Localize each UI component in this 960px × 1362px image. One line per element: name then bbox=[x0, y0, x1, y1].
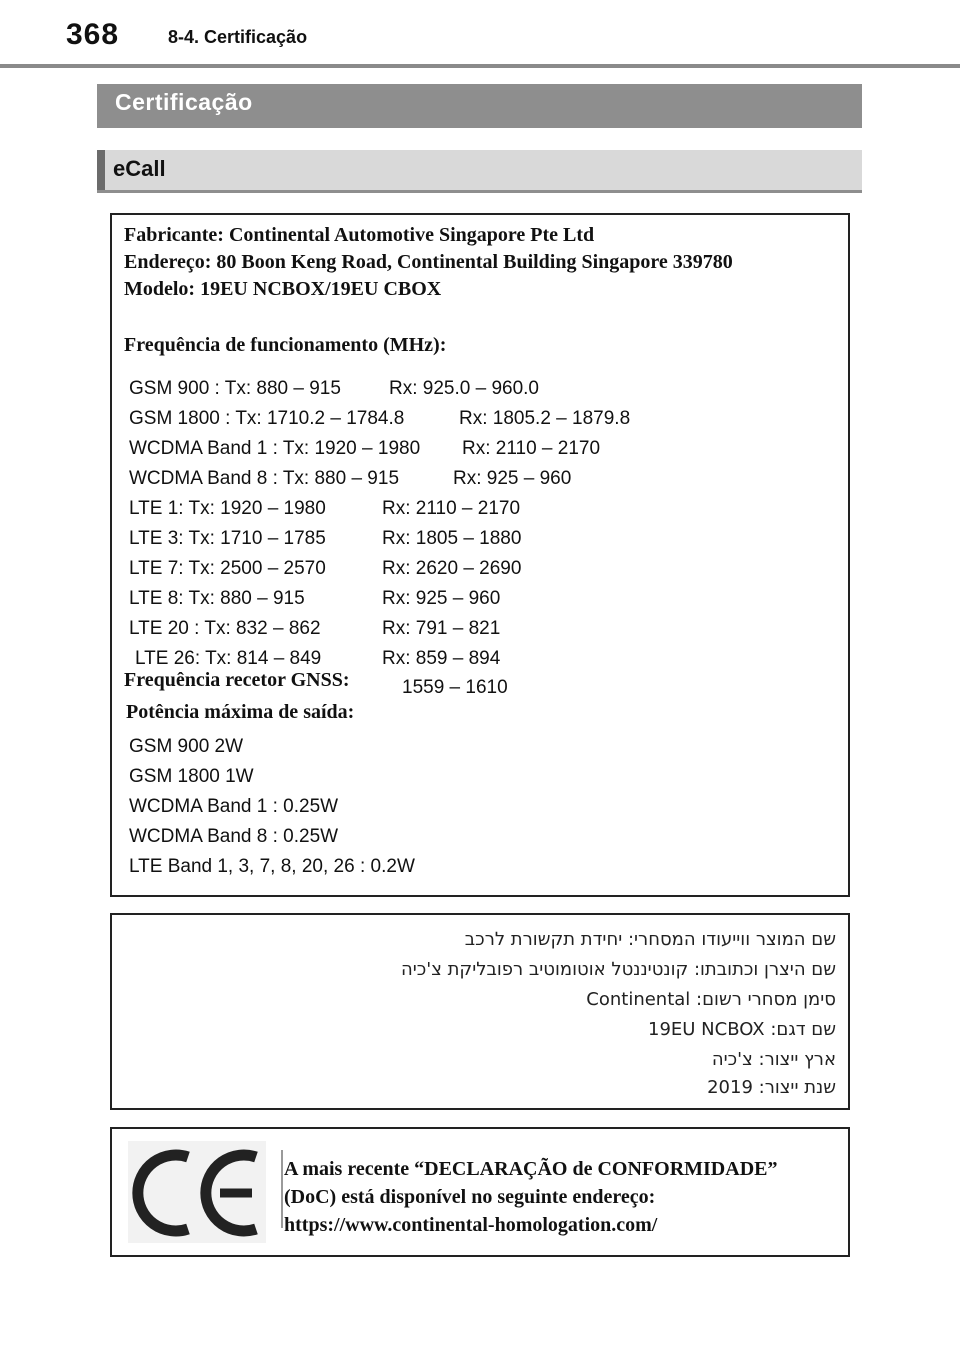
ce-mark-icon bbox=[132, 1147, 262, 1239]
subsection-bar bbox=[97, 150, 862, 193]
band-tx: LTE 8: Tx: 880 – 915 bbox=[129, 588, 305, 609]
hebrew-line: שנת ייצור: 2019 bbox=[707, 1077, 836, 1098]
band-rx: Rx: 925 – 960 bbox=[382, 588, 501, 609]
manufacturer-line: Fabricante: Continental Automotive Singapore Pte Ltd bbox=[124, 224, 595, 246]
power-item: LTE Band 1, 3, 7, 8, 20, 26 : 0.2W bbox=[129, 856, 415, 877]
band-tx: LTE 1: Tx: 1920 – 1980 bbox=[129, 498, 326, 519]
hebrew-line: שם המוצר ווייעודו המסחרי: יחידת תקשורת לרכב bbox=[464, 929, 836, 950]
ce-divider bbox=[281, 1150, 283, 1228]
band-tx: GSM 1800 : Tx: 1710.2 – 1784.8 bbox=[129, 408, 405, 429]
chapter-title: 8-4. Certificação bbox=[168, 27, 308, 47]
frequency-heading: Frequência de funcionamento (MHz): bbox=[124, 334, 447, 356]
band-rx: Rx: 791 – 821 bbox=[382, 618, 501, 639]
power-item: WCDMA Band 8 : 0.25W bbox=[129, 826, 339, 847]
hebrew-line: שם דגם: 19EU NCBOX bbox=[648, 1019, 836, 1040]
address-line: Endereço: 80 Boon Keng Road, Continental Building Singapore 339780 bbox=[124, 251, 733, 273]
power-item: GSM 1800 1W bbox=[129, 766, 254, 787]
power-heading: Potência máxima de saída: bbox=[126, 701, 355, 723]
hebrew-line: שם היצרן וכתובתו: קונטיננטל אוטומוטיב רפובליקת צ'כיה bbox=[400, 959, 836, 980]
hebrew-line: ארץ ייצור: צ'כיה bbox=[711, 1049, 836, 1070]
ce-mark-logo bbox=[128, 1141, 266, 1243]
doc-line: A mais recente “DECLARAÇÃO de CONFORMIDADE” bbox=[284, 1158, 778, 1180]
band-tx: WCDMA Band 8 : Tx: 880 – 915 bbox=[129, 468, 400, 489]
band-tx: GSM 900 : Tx: 880 – 915 bbox=[129, 378, 341, 399]
header-divider bbox=[0, 64, 960, 68]
hebrew-line: סימן מסחרי רשום: Continental bbox=[586, 989, 836, 1010]
page-number: 368 bbox=[66, 18, 120, 51]
page-header bbox=[0, 0, 960, 68]
band-rx: Rx: 2620 – 2690 bbox=[382, 558, 522, 579]
gnss-label: Frequência recetor GNSS: bbox=[124, 669, 350, 691]
band-rx: Rx: 2110 – 2170 bbox=[382, 498, 521, 519]
band-rx: Rx: 1805.2 – 1879.8 bbox=[459, 408, 631, 429]
band-tx: LTE 7: Tx: 2500 – 2570 bbox=[129, 558, 326, 579]
power-item: GSM 900 2W bbox=[129, 736, 244, 757]
doc-url: https://www.continental-homologation.com/ bbox=[284, 1214, 658, 1236]
specs-box bbox=[110, 213, 850, 897]
subsection-title: eCall bbox=[113, 156, 166, 181]
band-rx: Rx: 859 – 894 bbox=[382, 648, 501, 669]
model-line: Modelo: 19EU NCBOX/19EU CBOX bbox=[124, 278, 442, 300]
band-rx: Rx: 925 – 960 bbox=[453, 468, 572, 489]
gnss-value: 1559 – 1610 bbox=[402, 677, 508, 698]
section-title: Certificação bbox=[97, 84, 862, 128]
subsection-accent bbox=[97, 150, 105, 190]
band-rx: Rx: 2110 – 2170 bbox=[462, 438, 601, 459]
band-tx: LTE 20 : Tx: 832 – 862 bbox=[129, 618, 321, 639]
band-tx: LTE 26: Tx: 814 – 849 bbox=[135, 648, 322, 669]
band-rx: Rx: 925.0 – 960.0 bbox=[389, 378, 539, 399]
band-tx: LTE 3: Tx: 1710 – 1785 bbox=[129, 528, 326, 549]
hebrew-declaration-box bbox=[110, 913, 850, 1110]
power-item: WCDMA Band 1 : 0.25W bbox=[129, 796, 339, 817]
band-tx: WCDMA Band 1 : Tx: 1920 – 1980 bbox=[129, 438, 421, 459]
doc-line: (DoC) está disponível no seguinte endereço: bbox=[284, 1186, 656, 1208]
band-rx: Rx: 1805 – 1880 bbox=[382, 528, 522, 549]
